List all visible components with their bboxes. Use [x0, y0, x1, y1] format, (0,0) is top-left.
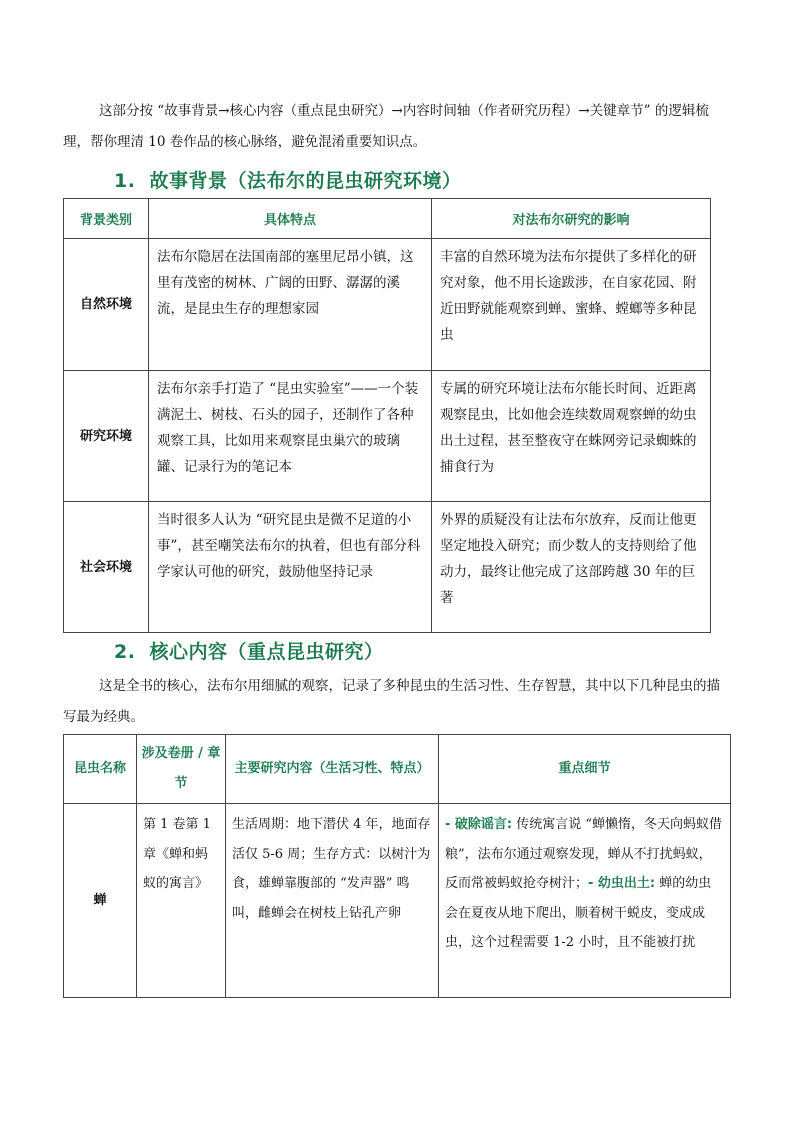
header-impact: 对法布尔研究的影响	[432, 199, 711, 239]
header-insect: 昆虫名称	[64, 735, 137, 804]
header-category: 背景类别	[64, 199, 149, 239]
table-row	[64, 804, 731, 998]
section-2-number: 2.	[114, 641, 136, 663]
section-1-number: 1.	[114, 170, 136, 192]
row-impact: 丰富的自然环境为法布尔提供了多样化的研究对象，他不用长途跋涉，在自家花园、附近田野就能观察到蝉、蜜蜂、螳螂等多种昆虫	[432, 239, 711, 371]
detail-text: 传统寓言说 “蝉懒惰，冬天向蚂蚁借粮”，法布尔通过观察发现，蝉从不打扰蚂蚁，反而常被蚂蚁抢夺树汁；	[445, 817, 723, 891]
row-detail	[439, 804, 731, 998]
table-header-row	[64, 199, 711, 239]
detail-text: 蝉的幼虫会在夏夜从地下爬出，顺着树干蜕皮，变成成虫，这个过程需要 1-2 小时，且不能被打扰	[445, 876, 712, 950]
header-chapter: 涉及卷册 / 章节	[137, 735, 226, 804]
detail-keyword: - 破除谣言:	[445, 817, 513, 832]
row-insect: 蝉	[64, 804, 137, 998]
insect-table	[63, 734, 731, 998]
header-content: 主要研究内容（生活习性、特点）	[226, 735, 439, 804]
row-chapter: 第 1 卷第 1 章《蝉和蚂蚁的寓言》	[137, 804, 226, 998]
section-2-paragraph: 这是全书的核心，法布尔用细腻的观察，记录了多种昆虫的生活习性、生存智慧，其中以下几种昆虫的描写最为经典。	[63, 678, 720, 725]
row-features: 当时很多人认为 “研究昆虫是微不足道的小事”，甚至嘲笑法布尔的执着，但也有部分科学家认可他的研究，鼓励他坚持记录	[149, 502, 432, 633]
row-content: 生活周期：地下潜伏 4 年，地面存活仅 5-6 周；生存方式：以树汁为食，雄蝉靠腹部的 “发声器” 鸣叫，雌蝉会在树枝上钻孔产卵	[226, 804, 439, 998]
header-detail: 重点细节	[439, 735, 731, 804]
section-1-heading	[114, 166, 461, 193]
table-row	[64, 502, 711, 633]
table-header-row	[64, 735, 731, 804]
detail-keyword: - 幼虫出土:	[588, 876, 656, 891]
section-1-title: 故事背景（法布尔的昆虫研究环境）	[149, 170, 462, 192]
row-category: 社会环境	[64, 502, 149, 633]
header-features: 具体特点	[149, 199, 432, 239]
row-features: 法布尔隐居在法国南部的塞里尼昂小镇，这里有茂密的树林、广阔的田野、潺潺的溪流，是昆虫生存的理想家园	[149, 239, 432, 371]
row-features: 法布尔亲手打造了 “昆虫实验室”——一个装满泥土、树枝、石头的园子，还制作了各种观察工具，比如用来观察昆虫巢穴的玻璃罐、记录行为的笔记本	[149, 371, 432, 502]
section-2-heading	[114, 637, 383, 664]
background-table	[63, 198, 711, 633]
row-category: 自然环境	[64, 239, 149, 371]
table-row	[64, 239, 711, 371]
row-impact: 外界的质疑没有让法布尔放弃，反而让他更坚定地投入研究；而少数人的支持则给了他动力，最终让他完成了这部跨越 30 年的巨著	[432, 502, 711, 633]
row-impact: 专属的研究环境让法布尔能长时间、近距离观察昆虫，比如他会连续数周观察蝉的幼虫出土过程，甚至整夜守在蛛网旁记录蜘蛛的捕食行为	[432, 371, 711, 502]
section-2-title: 核心内容（重点昆虫研究）	[149, 641, 384, 663]
intro-paragraph: 这部分按 “故事背景→核心内容（重点昆虫研究）→内容时间轴（作者研究历程）→关键章节” 的逻辑梳理，帮你理清 10 卷作品的核心脉络，避免混淆重要知识点。	[63, 103, 709, 150]
row-category: 研究环境	[64, 371, 149, 502]
table-row	[64, 371, 711, 502]
